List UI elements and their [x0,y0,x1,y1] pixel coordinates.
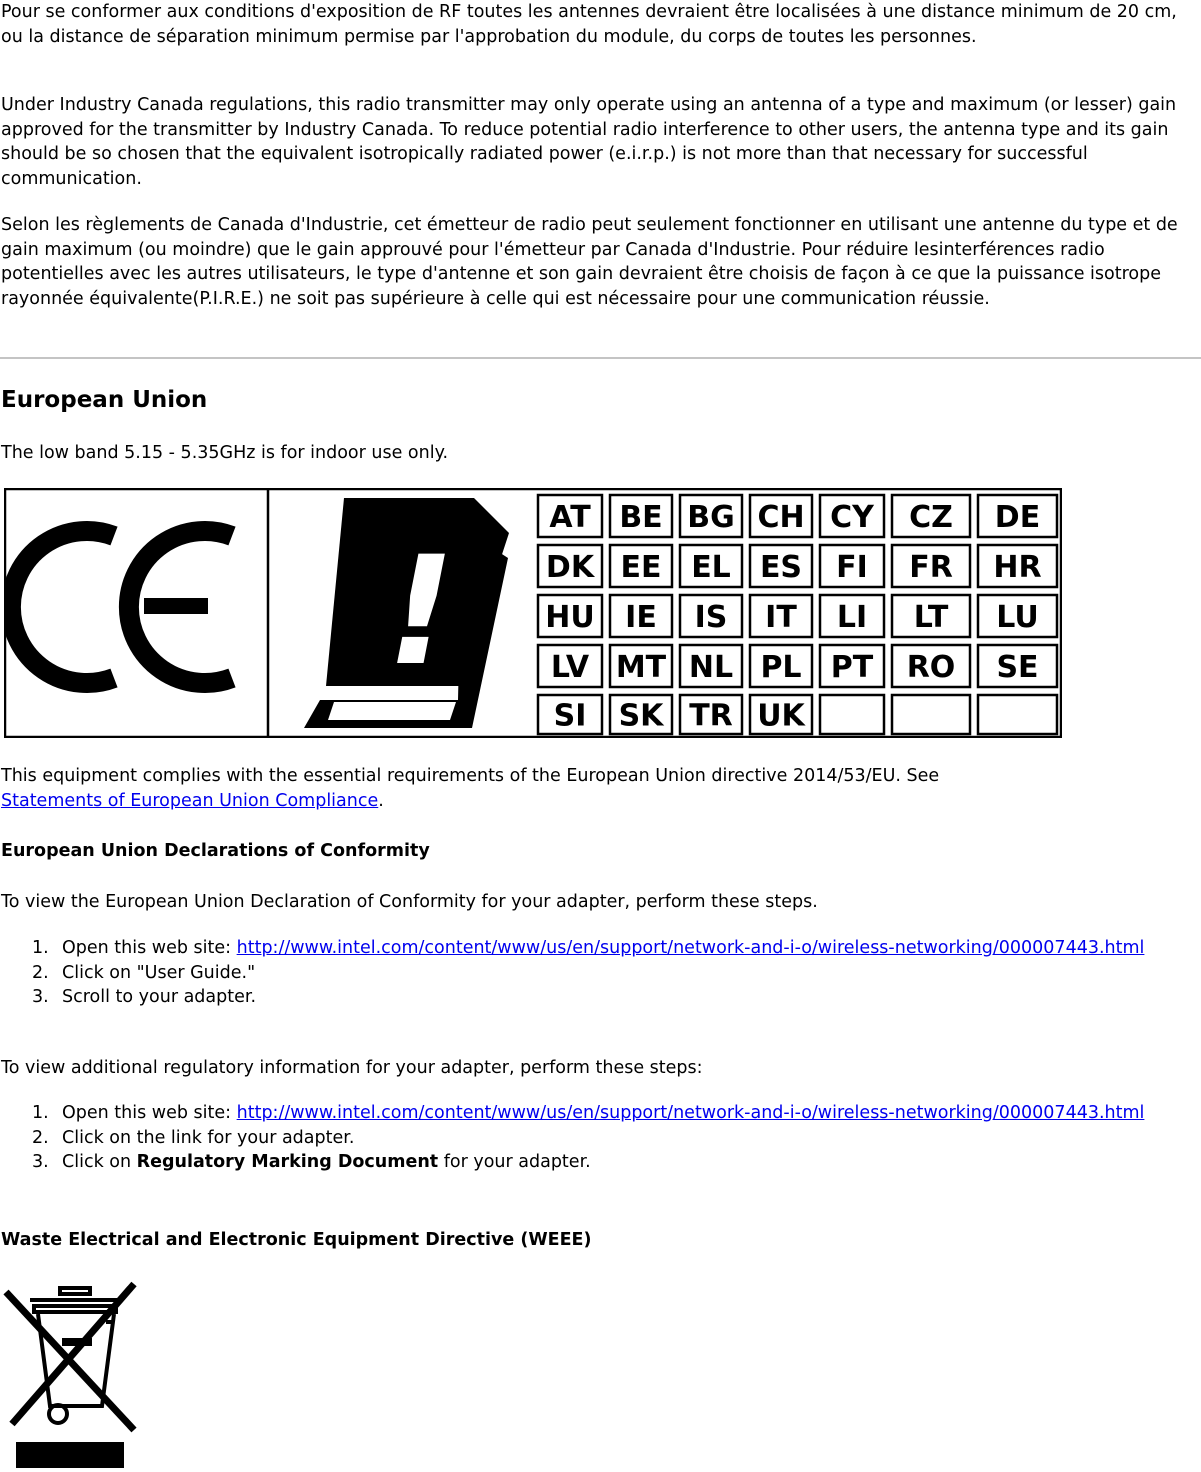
section-divider [0,357,1201,359]
country-code-label: IE [625,600,657,635]
list-item: 3. Scroll to your adapter. [32,987,257,1007]
country-code-label: EL [691,550,731,585]
country-code-label: NL [688,650,734,685]
declarations-steps-list [0,936,1150,1010]
list-item: 2. Click on "User Guide." [32,962,256,983]
country-code-label: SI [553,698,587,734]
country-code-label: ES [759,550,803,585]
country-cell [978,695,1057,734]
country-code-label: LV [550,650,590,685]
country-code-label: AT [549,500,591,535]
eu-marking-image [4,488,1062,738]
country-code-label: CH [757,500,805,535]
country-code-label: DE [994,500,1041,535]
warning-exclamation: ! [386,525,456,699]
country-code-label: BG [687,500,735,535]
compliance-end: . [378,790,384,811]
country-code-label: CZ [909,500,953,535]
country-code-label: FR [909,550,953,585]
weee-heading: Waste Electrical and Electronic Equipment Directive (WEEE) [1,1230,592,1250]
eu-compliance-link[interactable]: Statements of European Union Compliance [1,790,379,811]
country-cell [892,695,970,734]
country-code-label: BE [619,500,663,535]
country-cell [820,695,884,734]
crossed-out-wheelie-bin-icon [2,1280,138,1470]
intel-support-link[interactable]: http://www.intel.com/content/www/us/en/support/network-and-i-o/wireless-networking/000007443.html [236,938,1145,958]
country-code-label: LT [913,600,949,635]
regulatory-intro: To view additional regulatory information for your adapter, perform these steps: [1,1058,703,1078]
country-code-label: EE [620,550,662,585]
declarations-intro: To view the European Union Declaration of Conformity for your adapter, perform these steps. [1,892,818,912]
list-item: 1. Open this web site: http://www.intel.com/content/www/us/en/support/network-and-i-o/wireless-networking/000007443.html [32,938,1145,958]
section-heading-european-union: European Union [1,387,208,413]
country-code-label: RO [906,650,956,685]
country-code-label: SK [618,698,664,734]
country-code-label: UK [757,698,805,734]
country-code-label: SE [996,650,1039,685]
country-code-label: CY [830,500,874,535]
country-code-label: PT [830,650,874,685]
country-code-label: IT [765,600,797,635]
paragraph-industry-canada-fr: Selon les règlements de Canada d'Industrie, cet émetteur de radio peut seulement fonctionner en utilisant une antenne du type et de gain maximum (ou moindre) que le gain approuvé pour l'émetteur par Canada d'Industrie. Pour réduire lesinterférences radio potentielles avec les autres utilisateurs, le type d'antenne et son gain devraient être choisis de façon à ce que la puissance isotrope rayonnée équivalente(P.I.R.E.) ne soit pas supérieure à celle qui est nécessaire pour une communication réussie. [1,215,1178,309]
country-code-label: IS [694,600,728,635]
country-code-label: HU [545,600,595,635]
paragraph-industry-canada-en: Under Industry Canada regulations, this radio transmitter may only operate using an antenna of a type and maximum (or lesser) gain approved for the transmitter by Industry Canada. To reduce potential radio interference to other users, the antenna type and its gain should be so chosen that the equivalent isotropically radiated power (e.i.r.p.) is not more than that necessary for successful communication. [1,95,1177,189]
country-code-label: TR [689,698,733,734]
paragraph-rf-exposure-fr: Pour se conformer aux conditions d'exposition de RF toutes les antennes devraient être localisées à une distance minimum de 20 cm, ou la distance de séparation minimum permise par l'approbation du module, du corps de toutes les personnes. [1,2,1177,47]
country-code-label: DK [545,550,595,585]
country-code-label: PL [760,650,802,685]
intel-support-link[interactable]: http://www.intel.com/content/www/us/en/support/network-and-i-o/wireless-networking/000007443.html [236,1103,1145,1123]
regulatory-steps-list [0,1101,1150,1175]
declarations-heading: European Union Declarations of Conformity [1,841,430,861]
list-item: 2. Click on the link for your adapter. [32,1127,355,1148]
country-code-label: FI [836,550,868,585]
country-code-label: LU [996,600,1039,635]
list-item: 1. Open this web site: http://www.intel.com/content/www/us/en/support/network-and-i-o/wireless-networking/000007443.html [32,1103,1145,1123]
compliance-text: This equipment complies with the essential requirements of the European Union directive 2014/53/EU. See [1,766,940,786]
country-code-label: HR [993,550,1042,585]
country-code-label: MT [615,650,667,685]
list-item: 3. Click on Regulatory Marking Document for your adapter. [32,1152,591,1172]
compliance-paragraph [1,764,1200,813]
country-code-grid [538,495,1057,734]
low-band-note: The low band 5.15 - 5.35GHz is for indoor use only. [1,443,449,463]
country-code-label: LI [836,600,868,635]
